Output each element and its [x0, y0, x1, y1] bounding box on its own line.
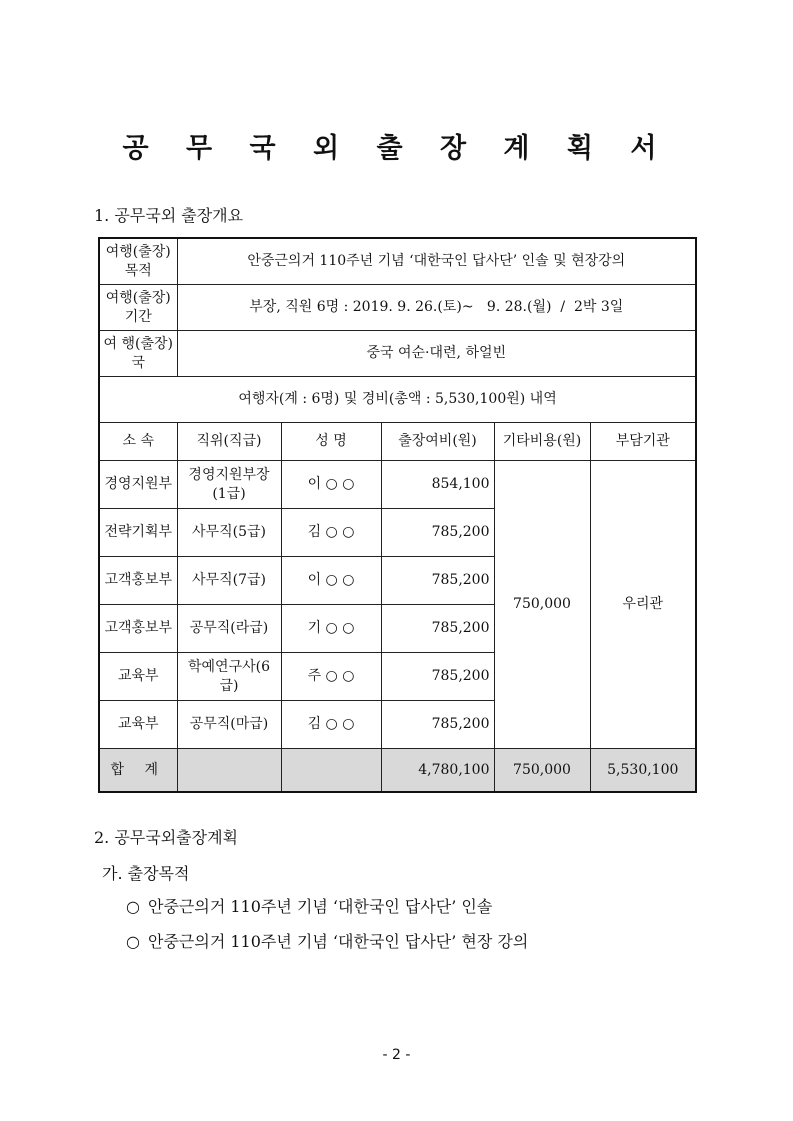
summary-row: [99, 377, 696, 423]
position-cell: 사무직(5급): [177, 509, 281, 557]
dept-cell: 경영지원부: [99, 461, 177, 509]
subsection-purpose: 가. 출장목적: [102, 864, 190, 883]
travel-cost-cell: 785,200: [381, 653, 494, 701]
purpose-label: 여행(출장)목적: [99, 238, 177, 285]
grand-total: 5,530,100: [590, 749, 696, 793]
travel-cost-cell: 785,200: [381, 509, 494, 557]
position-cell: 공무직(마급): [177, 701, 281, 749]
header-position: 직위(직급): [177, 423, 281, 461]
total-label: 합 계: [99, 749, 177, 793]
bullet-text: 안중근의거 110주년 기념 ‘대한국인 답사단’ 현장 강의: [148, 932, 529, 951]
table-row: [99, 461, 696, 509]
dept-cell: 고객홍보부: [99, 557, 177, 605]
purpose-row: [99, 238, 696, 285]
header-name: 성 명: [281, 423, 381, 461]
travel-cost-cell: 785,200: [381, 701, 494, 749]
total-travel-cost: 4,780,100: [381, 749, 494, 793]
total-row: [99, 749, 696, 793]
name-cell: 이 ○ ○: [281, 461, 381, 509]
dept-cell: 전략기획부: [99, 509, 177, 557]
total-other-cost: 750,000: [494, 749, 590, 793]
document-title: 공 무 국 외 출 장 계 획 서: [122, 133, 671, 164]
section-heading-plan: 2. 공무국외출장계획: [94, 828, 238, 847]
header-dept: 소 속: [99, 423, 177, 461]
overview-table: [98, 237, 697, 793]
total-empty-cell: [281, 749, 381, 793]
period-value: 부장, 직원 6명 : 2019. 9. 26.(토)~ 9. 28.(월) / 2박 3일: [177, 285, 696, 331]
country-row: [99, 331, 696, 377]
travel-cost-cell: 785,200: [381, 605, 494, 653]
section-heading-overview: 1. 공무국외 출장개요: [94, 206, 244, 225]
name-cell: 김 ○ ○: [281, 509, 381, 557]
table-header-row: [99, 423, 696, 461]
name-cell: 김 ○ ○: [281, 701, 381, 749]
circle-bullet: ○: [126, 897, 140, 916]
travel-cost-cell: 854,100: [381, 461, 494, 509]
header-travel-cost: 출장여비(원): [381, 423, 494, 461]
position-cell: 공무직(라급): [177, 605, 281, 653]
header-other-cost: 기타비용(원): [494, 423, 590, 461]
dept-cell: 교육부: [99, 653, 177, 701]
header-agency: 부담기관: [590, 423, 696, 461]
country-label: 여 행(출장) 국: [99, 331, 177, 377]
total-empty-cell: [177, 749, 281, 793]
list-item: [126, 929, 528, 952]
name-cell: 기 ○ ○: [281, 605, 381, 653]
name-cell: 이 ○ ○: [281, 557, 381, 605]
period-label: 여행(출장)기간: [99, 285, 177, 331]
circle-bullet: ○: [126, 932, 140, 951]
period-row: [99, 285, 696, 331]
purpose-value: 안중근의거 110주년 기념 ‘대한국인 답사단’ 인솔 및 현장강의: [177, 238, 696, 285]
traveler-summary: 여행자(계 : 6명) 및 경비(총액 : 5,530,100원) 내역: [99, 377, 696, 423]
bullet-text: 안중근의거 110주년 기념 ‘대한국인 답사단’ 인솔: [148, 897, 493, 916]
other-cost-cell: 750,000: [494, 461, 590, 749]
country-value: 중국 여순·대련, 하얼빈: [177, 331, 696, 377]
dept-cell: 교육부: [99, 701, 177, 749]
name-cell: 주 ○ ○: [281, 653, 381, 701]
travel-cost-cell: 785,200: [381, 557, 494, 605]
position-cell: 학예연구사(6급): [177, 653, 281, 701]
position-cell: 사무직(7급): [177, 557, 281, 605]
position-cell: 경영지원부장 (1급): [177, 461, 281, 509]
dept-cell: 고객홍보부: [99, 605, 177, 653]
list-item: [126, 894, 492, 917]
page-number: - 2 -: [382, 1047, 411, 1063]
agency-cell: 우리관: [590, 461, 696, 749]
